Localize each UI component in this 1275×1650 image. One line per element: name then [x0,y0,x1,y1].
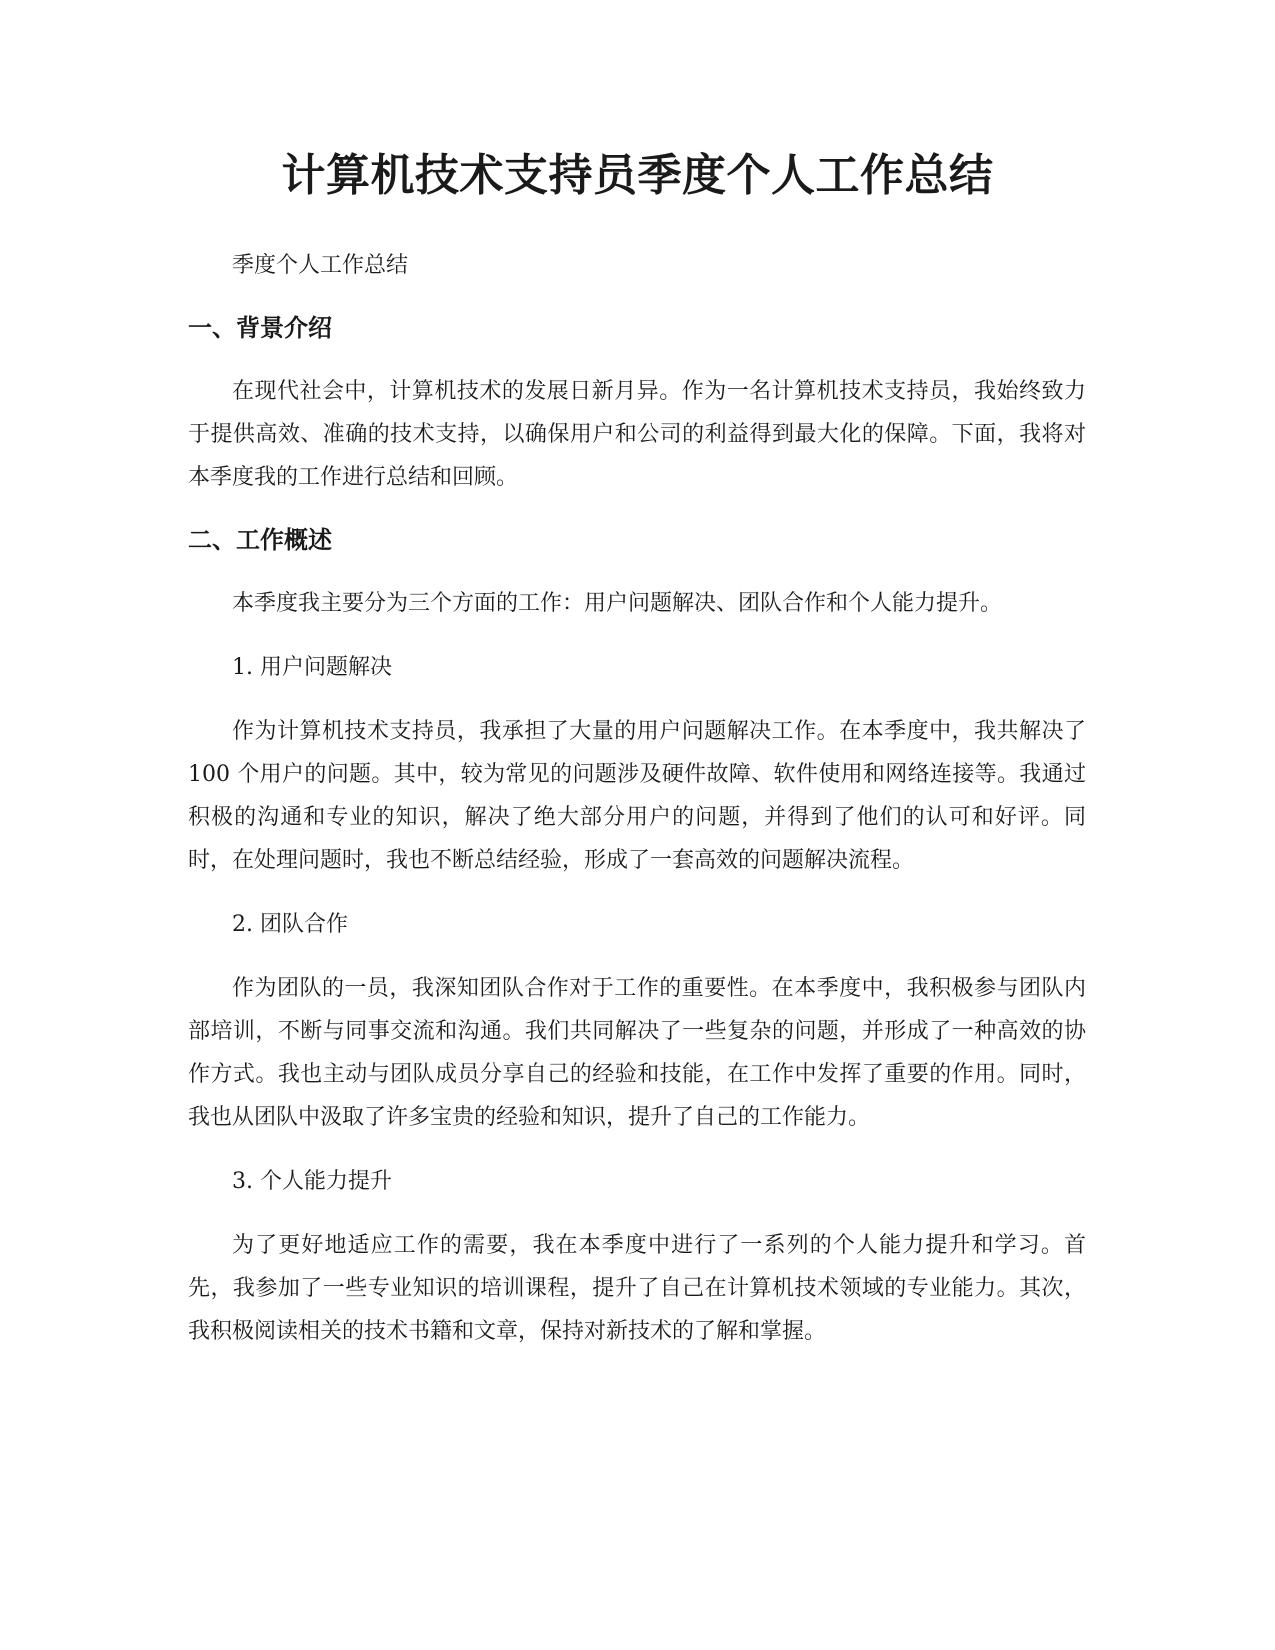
section-heading-background: 一、背景介绍 [188,314,332,342]
item-text-personal-growth: 为了更好地适应工作的需要，我在本季度中进行了一系列的个人能力提升和学习。首先，我参加了一些专业知识的培训课程，提升了自己在计算机技术领域的专业能力。其次，我积极阅读相关的技术书籍和文章，保持对新技术的了解和掌握。 [188,1233,1086,1344]
background-paragraph: 在现代社会中，计算机技术的发展日新月异。作为一名计算机技术支持员，我始终致力于提供高效、准确的技术支持，以确保用户和公司的利益得到最大化的保障。下面，我将对本季度我的工作进行总结和回顾。 [188,379,1086,490]
item-text-user-problems: 作为计算机技术支持员，我承担了大量的用户问题解决工作。在本季度中，我共解决了 100 个用户的问题。其中，较为常见的问题涉及硬件故障、软件使用和网络连接等。我通过积极的沟通和专业的知识，解决了绝大部分用户的问题，并得到了他们的认可和好评。同时，在处理问题时，我也不断总结经验，形成了一套高效的问题解决流程。 [188,719,1086,873]
subtitle: 季度个人工作总结 [232,253,409,278]
item-text-teamwork: 作为团队的一员，我深知团队合作对于工作的重要性。在本季度中，我积极参与团队内部培训，不断与同事交流和沟通。我们共同解决了一些复杂的问题，并形成了一种高效的协作方式。我也主动与团队成员分享自己的经验和技能，在工作中发挥了重要的作用。同时，我也从团队中汲取了许多宝贵的经验和知识，提升了自己的工作能力。 [188,976,1086,1130]
section-heading-overview: 二、工作概述 [188,526,332,554]
page-title: 计算机技术支持员季度个人工作总结 [281,150,994,201]
document-body [188,244,1086,1374]
overview-intro-paragraph: 本季度我主要分为三个方面的工作：用户问题解决、团队合作和个人能力提升。 [232,591,1003,616]
item-label-teamwork: 2. 团队合作 [232,912,348,937]
item-label-user-problems: 1. 用户问题解决 [232,655,392,680]
item-label-personal-growth: 3. 个人能力提升 [232,1169,392,1194]
